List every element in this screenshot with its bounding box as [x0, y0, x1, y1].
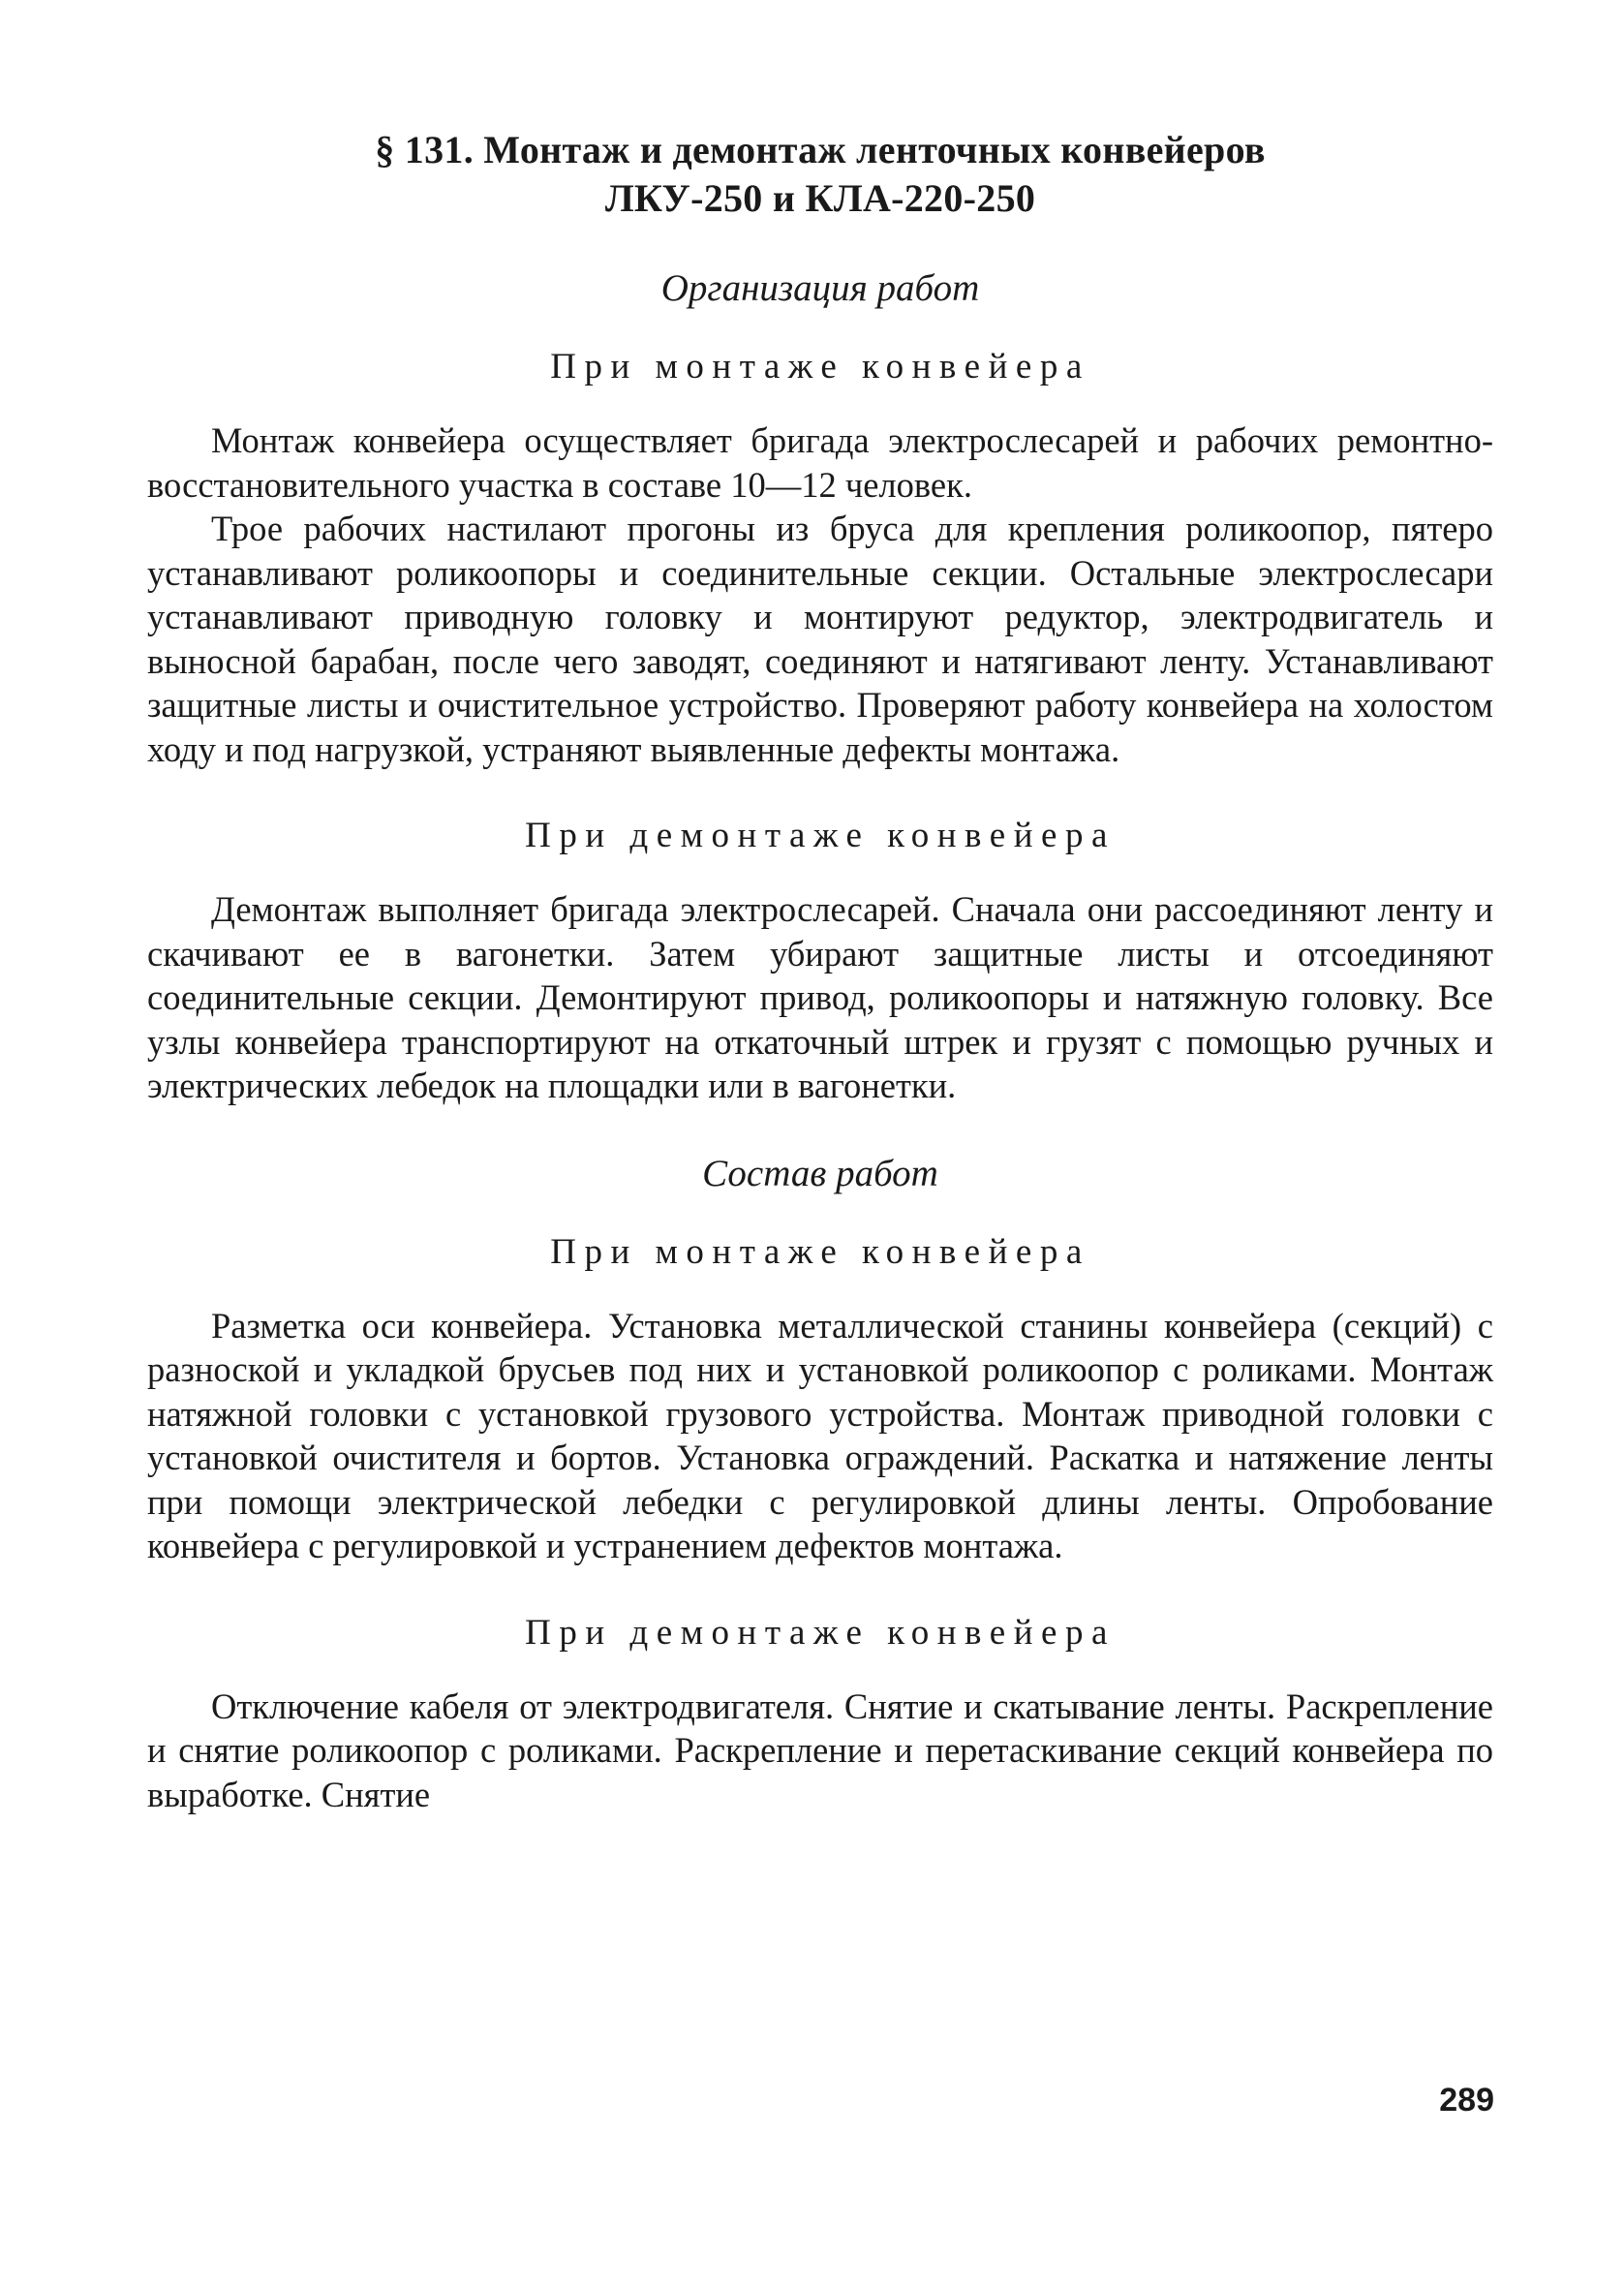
- paragraph: Демонтаж выполняет бригада электрослесарей. Сначала они рассоединяют ленту и скачивают ее в вагонетки. Затем убирают защитные листы и отсоединяют соединительные секции. Демонтируют привод, роликоопоры и натяжную головку. Все узлы конвейера транспортируют на откаточный штрек и грузят с помощью ручных и электрических лебедок на площадки или в вагонетки.: [147, 889, 1493, 1105]
- subheading-dismantling: При демонтаже конвейера: [525, 1612, 1116, 1653]
- paragraph: Монтаж конвейера осуществляет бригада электрослесарей и рабочих ремонтно-восстановительного участка в составе 10—12 человек.: [147, 420, 1493, 505]
- paragraph: Трое рабочих настилают прогоны из бруса для крепления роликоопор, пятеро устанавливают роликоопоры и соединительные секции. Остальные электрослесари устанавливают приводную головку и монтируют редуктор, электродвигатель и выносной барабан, после чего заводят, соединяют и натягивают ленту. Устанавливают защитные листы и очистительное устройство. Проверяют работу конвейера на холостом ходу и под нагрузкой, устраняют выявленные дефекты монтажа.: [147, 509, 1493, 769]
- page-number: 289: [1439, 2082, 1494, 2119]
- paragraph: Разметка оси конвейера. Установка металлической станины конвейера (секций) с разноской и укладкой брусьев под них и установкой роликоопор с роликами. Монтаж натяжной головки с установкой грузового устройства. Монтаж приводной головки с установкой очистителя и бортов. Установка ограждений. Раскатка и натяжение ленты при помощи электрической лебедки с регулировкой длины ленты. Опробование конвейера с регулировкой и устранением дефектов монтажа.: [147, 1305, 1493, 1565]
- heading-work-composition: Состав работ: [702, 1152, 938, 1194]
- section-title: [147, 126, 1493, 223]
- subheading-mounting: При монтаже конвейера: [550, 1231, 1090, 1272]
- section-title-line-2: ЛКУ-250 и КЛА-220-250: [604, 176, 1036, 220]
- heading-organization: Организация работ: [660, 267, 980, 309]
- subheading-mounting: При монтаже конвейера: [550, 347, 1090, 387]
- paragraph: Отключение кабеля от электродвигателя. Снятие и скатывание ленты. Раскрепление и снятие роликоопор с роликами. Раскрепление и перетаскивание секций конвейера по выработке. Снятие: [147, 1686, 1493, 1814]
- subheading-dismantling: При демонтаже конвейера: [525, 816, 1116, 855]
- section-title-line-1: § 131. Монтаж и демонтаж ленточных конвейеров: [375, 128, 1266, 171]
- document-page: [147, 126, 1493, 1816]
